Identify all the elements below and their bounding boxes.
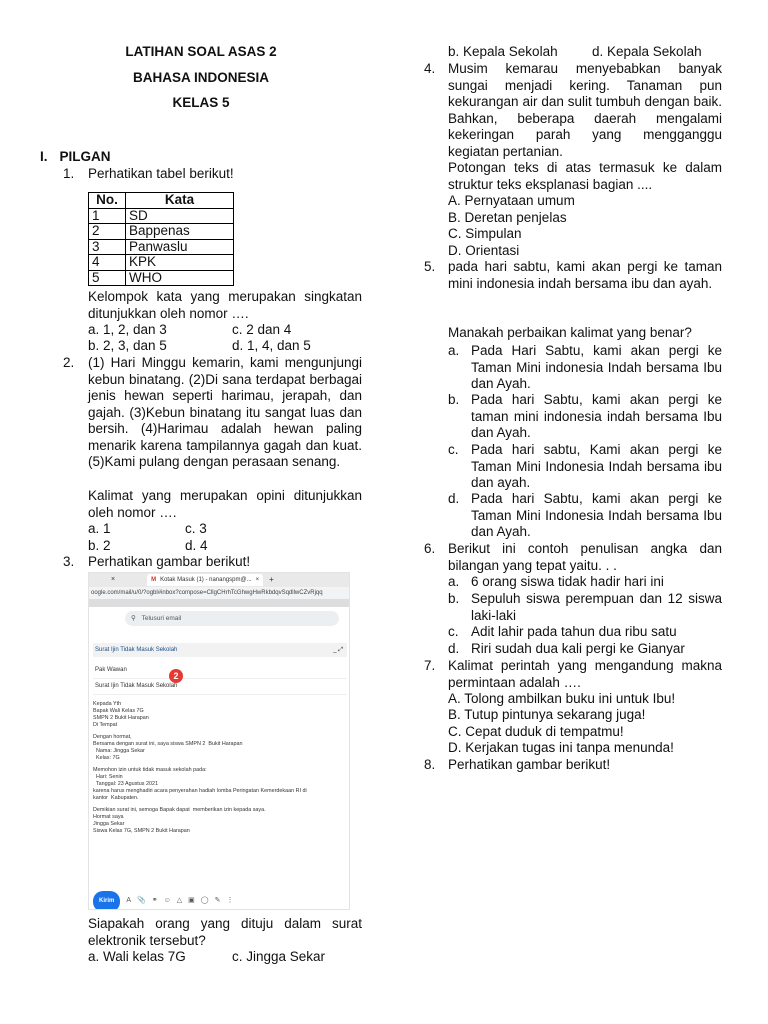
word-table [88,192,234,286]
title-line-1: LATIHAN SOAL ASAS 2 [125,44,277,59]
browser-tab [147,574,263,586]
cell-no: 4 [89,255,126,271]
section-title: PILGAN [59,149,111,164]
email-body-line: Tanggal: 23 Agustus 2021 [93,781,158,787]
q5-number: 5. [424,259,436,274]
q7-option-d[interactable]: D. Kerjakan tugas ini tanpa menunda! [448,740,674,755]
q1-option-d[interactable]: d. 1, 4, dan 5 [232,338,311,353]
gmail-icon: M [151,576,157,583]
q2-option-b[interactable]: b. 2 [88,538,111,553]
table-header-kata: Kata [126,193,234,209]
q5-question: Manakah perbaikan kalimat yang benar? [448,325,692,340]
search-bar [125,611,339,626]
q5-option-d[interactable]: Pada hari Sabtu, kami akan pergi ke Taman Mini Indonesia Indah bersama Ibu dan Ayah. [471,491,722,539]
email-body-line: Hormat saya [93,814,124,820]
cell-no: 1 [89,208,126,224]
email-body-line: Dengan hormat, [93,734,132,740]
q6-option-a-letter[interactable]: a. [448,574,460,589]
q2-question: Kalimat yang merupakan opini ditunjukkan oleh nomor …. [88,488,362,520]
email-body [93,701,347,835]
q6-option-a[interactable]: 6 orang siswa tidak hadir hari ini [471,574,664,589]
email-body-line: Siswa Kelas 7G, SMPN 2 Bukit Harapan [93,828,190,834]
q8-number: 8. [424,757,436,772]
more-icon: ⋮ [226,897,234,904]
email-body-line: Kelas: 7G [93,755,120,761]
q5-option-c-letter[interactable]: c. [448,442,459,457]
attach-icon: 📎 [137,897,146,904]
email-body-line: Kepada Yth [93,701,122,707]
link-icon: ⚭ [151,897,158,904]
q5-option-a-letter[interactable]: a. [448,343,460,358]
section-number: I. [40,149,48,164]
email-body-line: Demikian surat ini, semoga Bapak dapat memberikan izin kepada saya. [93,807,266,813]
search-icon: ⚲ [131,615,136,622]
close-icon: × [111,575,116,583]
cell-kata: Panwaslu [126,239,234,255]
title-line-2: BAHASA INDONESIA [132,70,269,85]
q6-option-c-letter[interactable]: c. [448,624,459,639]
cell-kata: SD [126,208,234,224]
q6-option-d-letter[interactable]: d. [448,641,460,656]
cell-no: 3 [89,239,126,255]
q4-option-a[interactable]: A. Pernyataan umum [448,193,575,208]
q1-question: Kelompok kata yang merupakan singkatan ditunjukkan oleh nomor …. [88,289,362,321]
q5-option-b[interactable]: Pada hari Sabtu, kami akan pergi ke taman mini indonesia indah bersama Ibu dan Ayah. [471,392,722,440]
send-button: Kirim [93,891,120,910]
compose-toolbar [93,891,234,910]
q6-option-c[interactable]: Adit lahir pada tahun dua ribu satu [471,624,677,639]
drive-icon: △ [176,897,183,904]
q4-option-d[interactable]: D. Orientasi [448,243,520,258]
q7-option-c[interactable]: C. Cepat duduk di tempatmu! [448,724,624,739]
email-body-line: SMPN 2 Bukit Harapan [93,715,149,721]
compose-header [93,643,347,657]
q5-option-b-letter[interactable]: b. [448,392,460,407]
email-body-line: Bersama dengan surat ini, saya siswa SMPN 2 Bukit Harapan [93,741,243,747]
email-body-line: kantor Kabupaten. [93,795,139,801]
q4-question: Potongan teks di atas termasuk ke dalam struktur teks eksplanasi bagian .... [448,160,722,192]
q3-option-a[interactable]: a. Wali kelas 7G [88,949,186,964]
q6-option-b-letter[interactable]: b. [448,591,460,606]
table-row [89,270,234,286]
q2-text: (1) Hari Minggu kemarin, kami mengunjungi kebun binatang. (2)Di sana terdapat berbagai jenis hewan seperti harimau, jerapah, dan gajah. (3)Kebun binatang itu sangat luas dan bersih. (4)Harimau adalah hewan paling menarik karena tampilannya gagah dan kuat. (5)Kami pulang dengan perasaan senang. [88,355,362,469]
table-row [89,208,234,224]
q5-text: pada hari sabtu, kami akan pergi ke taman mini indonesia indah bersama ibu dan ayah. [448,259,722,291]
title-line-3: KELAS 5 [172,95,230,110]
prev-option-d[interactable]: d. Kepala Sekolah [592,44,702,59]
table-row [89,255,234,271]
section-heading [40,149,111,166]
q4-text: Musim kemarau menyebabkan banyak sungai menjadi kering. Tanaman pun kekurangan air dan sulit tumbuh dengan baik. Bahkan, beberapa daerah mengalami kekeringan parah yang mengganggu kegiatan pertanian. [448,61,722,159]
cell-kata: WHO [126,270,234,286]
table-header-no: No. [89,193,126,209]
email-body-line: Nama: Jingga Sekar [93,748,145,754]
q5-option-d-letter[interactable]: d. [448,491,460,506]
q4-option-c[interactable]: C. Simpulan [448,226,522,241]
q7-text: Kalimat perintah yang mengandung makna permintaan adalah …. [448,658,722,690]
pen-icon: ✎ [214,897,221,904]
url-bar: oogle.com/mail/u/0/?ogbl#inbox?compose=CllgCHrhTcGhwgHwRkbdqvSqdllwCZvRjqq [89,587,349,599]
table-row [89,239,234,255]
q3-question: Siapakah orang yang dituju dalam surat elektronik tersebut? [88,916,362,948]
prev-option-b[interactable]: b. Kepala Sekolah [448,44,558,59]
window-controls-icon: _ ⤢ [333,647,343,653]
q2-option-c[interactable]: c. 3 [185,521,207,536]
email-body-line: karena harus menghadiri acara penyerahan hadiah lomba Peringatan Kemerdekaan RI di [93,788,307,794]
q2-option-a[interactable]: a. 1 [88,521,111,536]
cell-no: 2 [89,224,126,240]
close-icon: × [255,576,260,583]
email-body-line: Hari: Senin [93,774,123,780]
cell-no: 5 [89,270,126,286]
plus-icon: + [269,574,274,584]
cell-kata: Bappenas [126,224,234,240]
q1-option-c[interactable]: c. 2 dan 4 [232,322,292,337]
q5-option-a[interactable]: Pada Hari Sabtu, kami akan pergi ke Taman Mini indonesia Indah bersama Ibu dan Ayah. [471,343,722,391]
search-placeholder: Telusuri email [141,615,182,622]
format-icon: A [126,897,132,904]
subject-field: Surat Ijin Tidak Masuk Sekolah [93,679,347,695]
compose-window [93,643,347,835]
q7-option-b[interactable]: B. Tutup pintunya sekarang juga! [448,707,646,722]
email-body-line: Memohon izin untuk tidak masuk sekolah pada: [93,767,207,773]
email-screenshot [88,572,350,910]
lock-icon: ◯ [200,897,209,904]
q6-number: 6. [424,541,436,556]
browser-tabbar [89,573,349,587]
q7-number: 7. [424,658,436,673]
q6-text: Berikut ini contoh penulisan angka dan bilangan yang tepat yaitu. . . [448,541,722,573]
q8-text: Perhatikan gambar berikut! [448,757,611,772]
q3-option-c[interactable]: c. Jingga Sekar [232,949,326,964]
emoji-icon: ☺ [163,897,171,904]
to-field: Pak Wawan [93,663,347,679]
number-badge: 2 [169,669,183,683]
q4-number: 4. [424,61,436,76]
q2-number: 2. [63,355,75,370]
tab-title: Kotak Masuk (1) - nanangspm@... [160,576,252,583]
image-icon: ▣ [188,897,195,904]
q5-option-c[interactable]: Pada hari sabtu, Kami akan pergi ke Taman Mini Indonesia Indah bersama ibu dan ayah. [471,442,722,490]
q6-option-b[interactable]: Sepuluh siswa perempuan dan 12 siswa laki-laki [471,591,722,623]
email-body-line: Di Tempat [93,722,118,728]
q3-text: Perhatikan gambar berikut! [88,554,251,569]
email-body-line: Bapak Wali Kelas 7G [93,708,144,714]
q1-option-b[interactable]: b. 2, 3, dan 5 [88,338,167,353]
email-body-line: Jingga Sekar [93,821,125,827]
q4-option-b[interactable]: B. Deretan penjelas [448,210,567,225]
toolbar-strip [89,599,349,607]
q6-option-d[interactable]: Riri sudah dua kali pergi ke Gianyar [471,641,685,656]
table-row [89,224,234,240]
q1-number: 1. [63,166,75,181]
cell-kata: KPK [126,255,234,271]
q3-number: 3. [63,554,75,569]
q2-option-d[interactable]: d. 4 [185,538,208,553]
q1-option-a[interactable]: a. 1, 2, dan 3 [88,322,167,337]
compose-subject-title: Surat Ijin Tidak Masuk Sekolah [95,647,178,653]
q7-option-a[interactable]: A. Tolong ambilkan buku ini untuk Ibu! [448,691,676,706]
q1-text: Perhatikan tabel berikut! [88,166,234,181]
